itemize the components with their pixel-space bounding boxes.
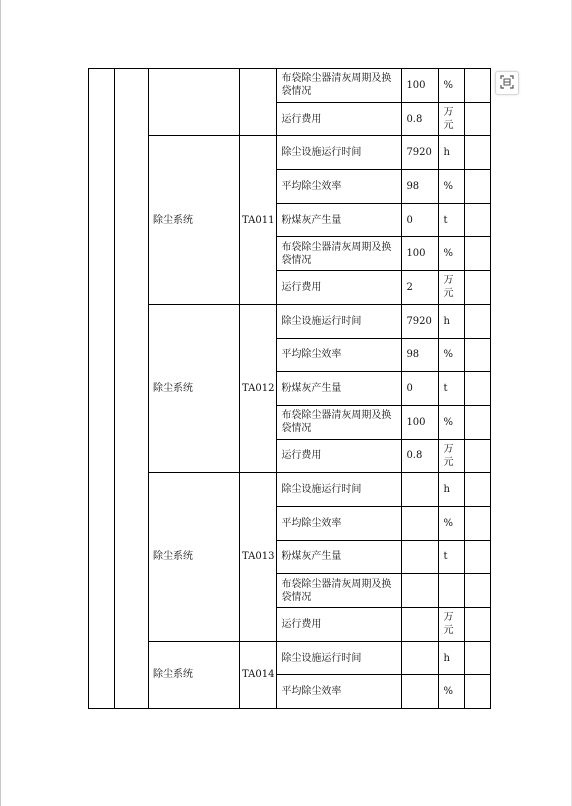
note-cell [465,439,491,473]
note-cell [465,237,491,271]
value-cell [402,641,439,675]
value-cell: 7920 [402,304,439,338]
value-cell: 0 [402,203,439,237]
item-cell: 除尘设施运行时间 [277,136,402,170]
note-cell [465,203,491,237]
item-cell: 粉煤灰产生量 [277,372,402,406]
table-row [89,136,491,170]
value-cell: 0.8 [402,439,439,473]
value-cell: 2 [402,271,439,305]
value-cell: 7920 [402,136,439,170]
note-cell [465,540,491,574]
value-cell [402,574,439,608]
value-cell: 0.8 [402,102,439,136]
table-row [89,473,491,507]
note-cell [465,271,491,305]
note-cell [465,170,491,204]
value-cell: 100 [402,69,439,103]
unit-cell: t [439,540,465,574]
unit-cell: % [439,338,465,372]
unit-cell: 万元 [439,271,465,305]
equipment-code-cell: TA014 [240,641,277,708]
table-row [89,304,491,338]
note-cell [465,69,491,103]
item-cell: 粉煤灰产生量 [277,540,402,574]
item-cell: 运行费用 [277,102,402,136]
item-cell: 布袋除尘器清灰周期及换袋情况 [277,69,402,103]
equipment-code-cell: TA012 [240,304,277,472]
value-cell: 100 [402,405,439,439]
unit-cell: 万元 [439,608,465,642]
unit-cell: t [439,372,465,406]
data-table [88,68,491,709]
system-name-cell: 除尘系统 [149,641,240,708]
item-cell: 除尘设施运行时间 [277,473,402,507]
note-cell [465,608,491,642]
note-cell [465,675,491,709]
equipment-code-cell [240,69,277,136]
equipment-code-cell: TA011 [240,136,277,304]
item-cell: 布袋除尘器清灰周期及换袋情况 [277,237,402,271]
unit-cell: 万元 [439,102,465,136]
note-cell [465,304,491,338]
item-cell: 粉煤灰产生量 [277,203,402,237]
value-cell: 0 [402,372,439,406]
note-cell [465,473,491,507]
unit-cell: % [439,170,465,204]
system-name-cell [149,69,240,136]
unit-cell: % [439,69,465,103]
scan-button[interactable] [495,71,519,95]
unit-cell: 万元 [439,439,465,473]
equipment-code-cell: TA013 [240,473,277,641]
value-cell [402,540,439,574]
scan-icon [500,74,514,93]
item-cell: 除尘设施运行时间 [277,641,402,675]
category-cell [115,69,149,709]
unit-cell: h [439,641,465,675]
value-cell [402,608,439,642]
note-cell [465,136,491,170]
item-cell: 布袋除尘器清灰周期及换袋情况 [277,405,402,439]
system-name-cell: 除尘系统 [149,136,240,304]
value-cell [402,675,439,709]
unit-cell: h [439,304,465,338]
value-cell [402,473,439,507]
item-cell: 运行费用 [277,439,402,473]
note-cell [465,338,491,372]
note-cell [465,506,491,540]
unit-cell [439,574,465,608]
value-cell: 98 [402,338,439,372]
note-cell [465,372,491,406]
unit-cell: % [439,506,465,540]
item-cell: 运行费用 [277,608,402,642]
system-name-cell: 除尘系统 [149,473,240,641]
value-cell [402,506,439,540]
unit-cell: h [439,473,465,507]
item-cell: 平均除尘效率 [277,338,402,372]
note-cell [465,405,491,439]
unit-cell: % [439,675,465,709]
unit-cell: % [439,237,465,271]
system-name-cell: 除尘系统 [149,304,240,472]
value-cell: 98 [402,170,439,204]
page-edge [0,0,1,806]
item-cell: 布袋除尘器清灰周期及换袋情况 [277,574,402,608]
value-cell: 100 [402,237,439,271]
unit-cell: % [439,405,465,439]
document-page [1,0,571,806]
unit-cell: h [439,136,465,170]
table-body [89,69,491,709]
note-cell [465,574,491,608]
note-cell [465,102,491,136]
item-cell: 运行费用 [277,271,402,305]
item-cell: 平均除尘效率 [277,170,402,204]
item-cell: 平均除尘效率 [277,506,402,540]
note-cell [465,641,491,675]
index-cell [89,69,115,709]
table-row [89,69,491,103]
table-row [89,641,491,675]
item-cell: 除尘设施运行时间 [277,304,402,338]
unit-cell: t [439,203,465,237]
item-cell: 平均除尘效率 [277,675,402,709]
